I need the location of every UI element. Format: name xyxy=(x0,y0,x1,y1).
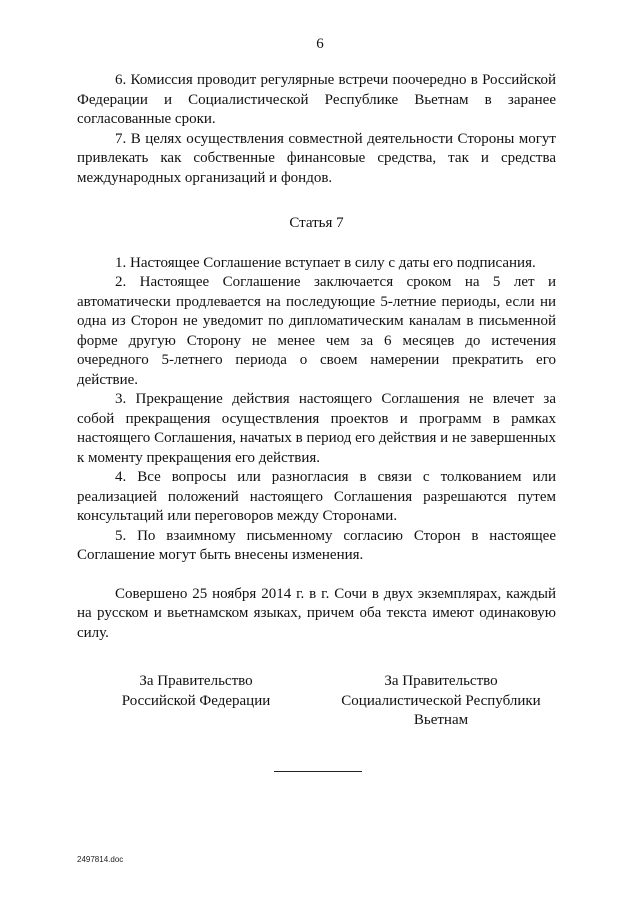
end-separator-line xyxy=(274,771,362,772)
article-heading: Статья 7 xyxy=(289,215,344,231)
closing-statement: Совершено 25 ноября 2014 г. в г. Сочи в двух экземплярах, каждый на русском и вьетнамском языках, причем оба текста имеют одинаковую силу. xyxy=(77,585,556,641)
signature-vietnam xyxy=(326,672,556,731)
paragraph-6: 6. Комиссия проводит регулярные встречи поочередно в Российской Федерации и Социалистической Республике Вьетнам в заранее согласованные сроки. xyxy=(77,72,556,127)
signature-vietnam-line3: Вьетнам xyxy=(413,712,469,728)
signature-russia xyxy=(96,672,296,711)
article-7-clause-1: 1. Настоящее Соглашение вступает в силу с даты его подписания. xyxy=(115,254,536,271)
signature-russia-line1: За Правительство xyxy=(139,673,253,689)
document-id: 2497814.doc xyxy=(77,855,124,864)
article-7-clause-3: 3. Прекращение действия настоящего Соглашения не влечет за собой прекращения осуществления проектов и программ в рамках настоящего Соглашения, начатых в период его действия и не завершенных к моменту прекращения его действия. xyxy=(77,391,556,466)
paragraph-7: 7. В целях осуществления совместной деятельности Стороны могут привлекать как собственные финансовые средства, так и средства международных организаций и фондов. xyxy=(77,130,556,186)
document-body xyxy=(77,71,556,643)
article-7-clause-5: 5. По взаимному письменному согласию Сторон в настоящее Соглашение могут быть внесены изменения. xyxy=(77,527,556,563)
page-number: 6 xyxy=(316,36,324,52)
signature-russia-line2: Российской Федерации xyxy=(121,692,271,709)
article-7-clause-4: 4. Все вопросы или разногласия в связи с толкованием или реализацией положений настоящего Соглашения разрешаются путем консультаций или переговоров между Сторонами. xyxy=(77,469,556,524)
signature-vietnam-line1: За Правительство xyxy=(384,673,498,689)
article-7-clause-2: 2. Настоящее Соглашение заключается сроком на 5 лет и автоматически продлевается на последующие 5-летние периоды, если ни одна из Сторон не уведомит по дипломатическим каналам в письменной форме другую Сторону не менее чем за 6 месяцев до истечения очередного 5-летнего периода о своем намерении прекратить его действие. xyxy=(77,274,556,388)
signature-vietnam-line2: Социалистической Республики xyxy=(341,692,541,709)
